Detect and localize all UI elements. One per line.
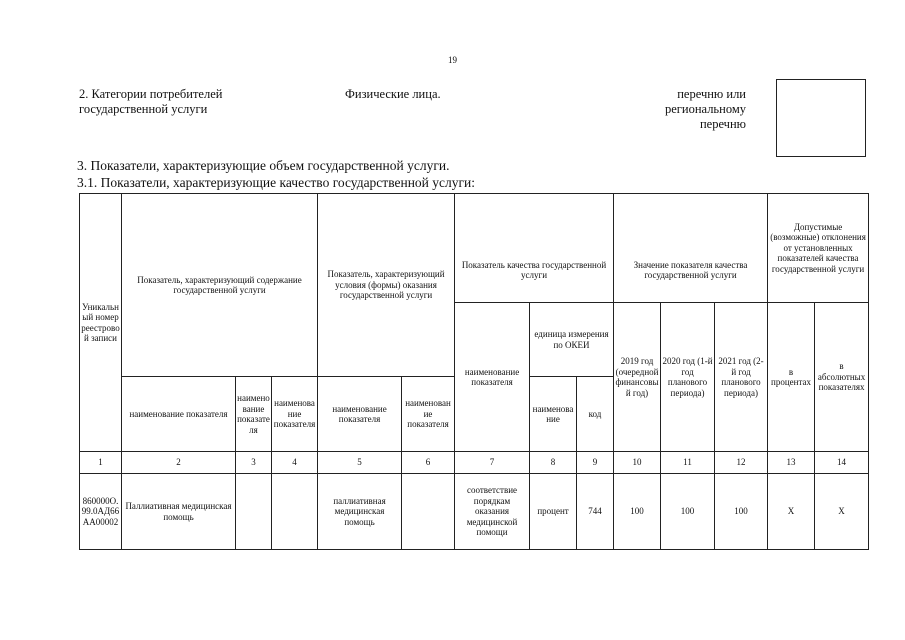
unit-name-cell: процент: [530, 474, 577, 550]
header-content-indicator: Показатель, характеризующий содержание государственной услуги: [122, 194, 318, 377]
col-number: 13: [768, 452, 815, 474]
col-number: 6: [402, 452, 455, 474]
registry-list-label: [600, 87, 746, 132]
unit-code-cell: 744: [577, 474, 614, 550]
content-name-cell-2: [236, 474, 272, 550]
consumer-category-label-line2: государственной услуги: [79, 102, 208, 116]
col-number: 4: [272, 452, 318, 474]
content-name-cell: Паллиативная медицинская помощь: [122, 474, 236, 550]
content-name-cell-3: [272, 474, 318, 550]
deviation-absolute-cell: Х: [815, 474, 869, 550]
header-conditions-indicator: Показатель, характеризующий условия (формы) оказания государственной услуги: [318, 194, 455, 377]
header-unit-okei: единица измерения по ОКЕИ: [530, 303, 614, 377]
header-indicator-name: наименование показателя: [455, 303, 530, 452]
registry-list-line2: региональному: [664, 102, 746, 116]
column-number-row: [80, 452, 869, 474]
page-number: 19: [448, 55, 457, 65]
registry-list-line3: перечню: [699, 117, 746, 131]
col-number: 2: [122, 452, 236, 474]
header-unit-code: код: [577, 377, 614, 452]
col-number: 5: [318, 452, 402, 474]
col-number: 8: [530, 452, 577, 474]
col-number: 12: [715, 452, 768, 474]
header-unit-name: наименование: [530, 377, 577, 452]
header-condition-name-2: наименование показателя: [402, 377, 455, 452]
col-number: 10: [614, 452, 661, 474]
col-number: 9: [577, 452, 614, 474]
header-unique-number: Уникальный номер реестровой записи: [80, 194, 122, 452]
value-2019-cell: 100: [614, 474, 661, 550]
header-condition-name-1: наименование показателя: [318, 377, 402, 452]
header-year-2020: 2020 год (1-й год планового периода): [661, 303, 715, 452]
header-content-name-3: наименование показателя: [272, 377, 318, 452]
col-number: 11: [661, 452, 715, 474]
indicator-name-cell: соответствие порядкам оказания медицинской помощи: [455, 474, 530, 550]
header-year-2021: 2021 год (2-й год планового периода): [715, 303, 768, 452]
quality-indicators-table: [79, 193, 869, 550]
deviation-percent-cell: Х: [768, 474, 815, 550]
registry-list-line1: перечню или: [677, 87, 746, 101]
registry-code-box: [776, 79, 866, 157]
header-content-name-1: наименование показателя: [122, 377, 236, 452]
header-deviation: Допустимые (возможные) отклонения от установленных показателей качества государственной услуги: [768, 194, 869, 303]
col-number: 1: [80, 452, 122, 474]
consumer-category-label: [79, 87, 222, 117]
condition-name-cell: паллиативная медицинская помощь: [318, 474, 402, 550]
header-content-name-2: наименование показателя: [236, 377, 272, 452]
value-2021-cell: 100: [715, 474, 768, 550]
value-2020-cell: 100: [661, 474, 715, 550]
header-year-2019: 2019 год (очередной финансовый год): [614, 303, 661, 452]
condition-name-cell-2: [402, 474, 455, 550]
section-3-title: 3. Показатели, характеризующие объем государственной услуги.: [77, 158, 450, 173]
col-number: 7: [455, 452, 530, 474]
table-row: [80, 474, 869, 550]
header-deviation-percent: в процентах: [768, 303, 815, 452]
consumer-category-label-line1: 2. Категории потребителей: [79, 87, 223, 101]
header-deviation-absolute: в абсолютных показателях: [815, 303, 869, 452]
header-quality-value: Значение показателя качества государственной услуги: [614, 194, 768, 303]
col-number: 14: [815, 452, 869, 474]
col-number: 3: [236, 452, 272, 474]
registry-number-cell: 860000О.99.0АД66АА00002: [80, 474, 122, 550]
consumer-category-value: Физические лица.: [345, 87, 441, 101]
header-quality-indicator: Показатель качества государственной услуги: [455, 194, 614, 303]
section-3-1-title: 3.1. Показатели, характеризующие качество государственной услуги:: [77, 175, 476, 190]
header-row-1: [80, 194, 869, 303]
